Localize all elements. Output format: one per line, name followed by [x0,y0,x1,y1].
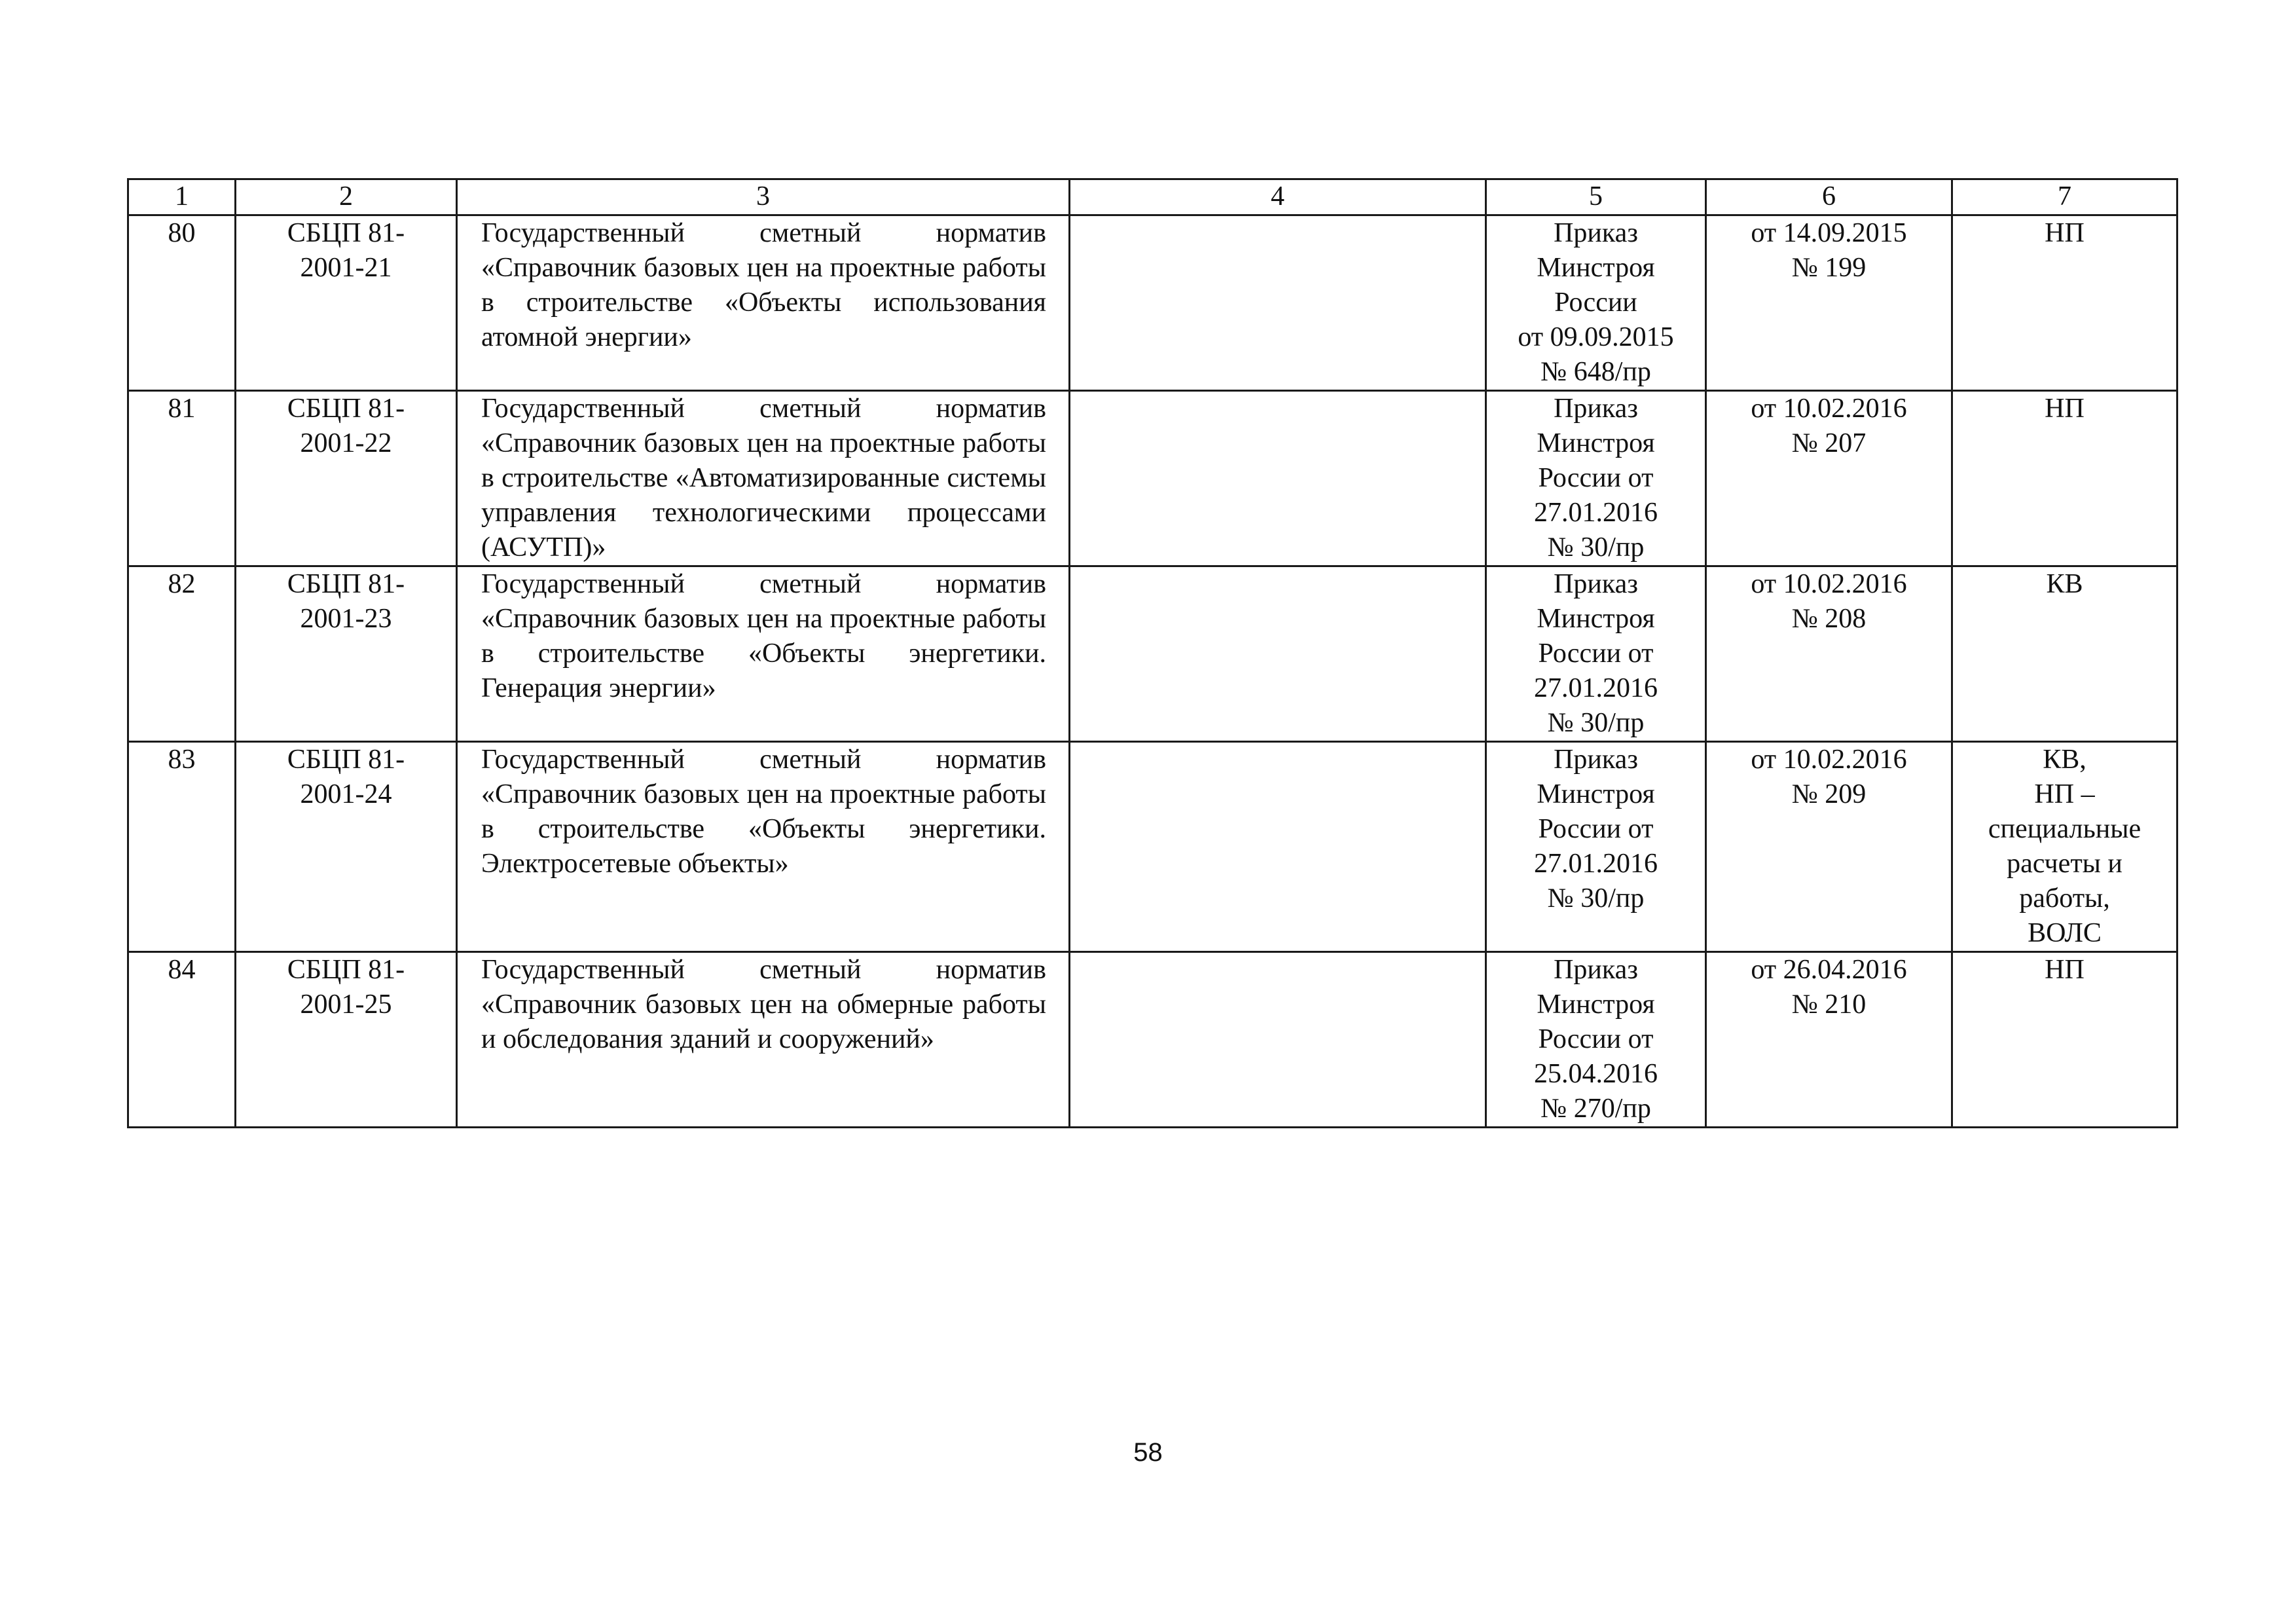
type-line: КВ, [2043,745,2086,775]
order-cell [1486,952,1706,1128]
date-line: от 26.04.2016 [1751,955,1907,985]
type-line: КВ [2046,569,2083,599]
code-cell [236,952,457,1128]
code-cell [236,566,457,742]
date-line: от 10.02.2016 [1751,745,1907,775]
date-cell [1706,952,1952,1128]
order-line: от 09.09.2015 [1518,322,1674,352]
type-line: НП [2045,955,2085,985]
order-line: Приказ [1554,955,1638,985]
date-line: от 14.09.2015 [1751,218,1907,248]
type-line: НП – [2034,779,2095,809]
date-line: № 207 [1791,428,1867,458]
date-cell [1706,742,1952,952]
empty-cell [1070,391,1486,566]
order-line: Приказ [1554,745,1638,775]
order-line: Приказ [1554,394,1638,424]
order-line: России от [1538,814,1654,844]
code-line: СБЦП 81- [287,394,405,424]
name-cell [457,215,1070,391]
date-cell [1706,391,1952,566]
empty-cell [1070,742,1486,952]
order-line: № 648/пр [1540,357,1651,387]
empty-cell [1070,215,1486,391]
code-line: 2001-23 [300,604,392,634]
type-cell [1952,742,2178,952]
order-line: России [1554,287,1637,318]
table-row [128,952,2178,1128]
name-text: Государственный сметный норматив «Справочник базовых цен на проектные работы в строительстве «Объекты использования атомной энергии» [481,218,1046,352]
header-cell-4: 4 [1070,179,1486,215]
type-line: работы, [2019,883,2110,913]
code-line: СБЦП 81- [287,955,405,985]
order-line: № 270/пр [1540,1094,1651,1124]
code-line: 2001-22 [300,428,392,458]
type-cell [1952,215,2178,391]
type-cell [1952,391,2178,566]
order-line: России от [1538,1024,1654,1054]
type-line: НП [2045,218,2085,248]
date-line: № 210 [1791,989,1867,1020]
row-number-cell: 83 [128,742,236,952]
order-cell [1486,391,1706,566]
name-text: Государственный сметный норматив «Справочник базовых цен на проектные работы в строительстве «Автоматизированные системы управления технологическими процессами (АСУТП)» [481,394,1046,563]
code-cell [236,742,457,952]
name-cell [457,742,1070,952]
order-line: Минстроя [1537,779,1655,809]
name-cell [457,391,1070,566]
header-cell-2: 2 [236,179,457,215]
name-text: Государственный сметный норматив «Справочник базовых цен на обмерные работы и обследования зданий и сооружений» [481,955,1046,1054]
order-line: 27.01.2016 [1534,673,1658,703]
page-number: 58 [1133,1438,1163,1467]
type-cell [1952,952,2178,1128]
order-line: № 30/пр [1547,883,1645,913]
order-line: Приказ [1554,569,1638,599]
date-line: от 10.02.2016 [1751,394,1907,424]
table-row [128,215,2178,391]
row-number-cell: 80 [128,215,236,391]
table-row [128,742,2178,952]
code-cell [236,215,457,391]
order-line: 27.01.2016 [1534,498,1658,528]
order-cell [1486,215,1706,391]
code-cell [236,391,457,566]
code-line: 2001-21 [300,253,392,283]
type-line: НП [2045,394,2085,424]
order-line: № 30/пр [1547,708,1645,738]
empty-cell [1070,952,1486,1128]
table-row [128,566,2178,742]
header-cell-5: 5 [1486,179,1706,215]
order-line: Минстроя [1537,989,1655,1020]
date-cell [1706,566,1952,742]
type-cell [1952,566,2178,742]
name-cell [457,566,1070,742]
type-line: расчеты и [2007,849,2123,879]
code-line: 2001-25 [300,989,392,1020]
header-cell-6: 6 [1706,179,1952,215]
type-line: специальные [1988,814,2141,844]
name-text: Государственный сметный норматив «Справочник базовых цен на проектные работы в строительстве «Объекты энергетики. Электросетевые объекты» [481,745,1046,879]
order-cell [1486,742,1706,952]
name-cell [457,952,1070,1128]
code-line: СБЦП 81- [287,569,405,599]
order-line: России от [1538,638,1654,669]
name-text: Государственный сметный норматив «Справочник базовых цен на проектные работы в строительстве «Объекты энергетики. Генерация энергии» [481,569,1046,703]
date-line: № 209 [1791,779,1867,809]
order-line: 25.04.2016 [1534,1059,1658,1089]
header-cell-3: 3 [457,179,1070,215]
date-line: № 208 [1791,604,1867,634]
code-line: СБЦП 81- [287,745,405,775]
order-line: № 30/пр [1547,532,1645,563]
date-line: № 199 [1791,253,1867,283]
order-line: 27.01.2016 [1534,849,1658,879]
code-line: СБЦП 81- [287,218,405,248]
date-line: от 10.02.2016 [1751,569,1907,599]
row-number-cell: 84 [128,952,236,1128]
empty-cell [1070,566,1486,742]
order-line: России от [1538,463,1654,493]
header-cell-1: 1 [128,179,236,215]
type-line: ВОЛС [2028,918,2102,948]
registry-table [127,178,2178,1128]
table-row [128,391,2178,566]
date-cell [1706,215,1952,391]
order-line: Минстроя [1537,428,1655,458]
row-number-cell: 82 [128,566,236,742]
row-number-cell: 81 [128,391,236,566]
order-line: Минстроя [1537,604,1655,634]
order-line: Минстроя [1537,253,1655,283]
order-cell [1486,566,1706,742]
header-cell-7: 7 [1952,179,2178,215]
code-line: 2001-24 [300,779,392,809]
header-row [128,179,2178,215]
order-line: Приказ [1554,218,1638,248]
